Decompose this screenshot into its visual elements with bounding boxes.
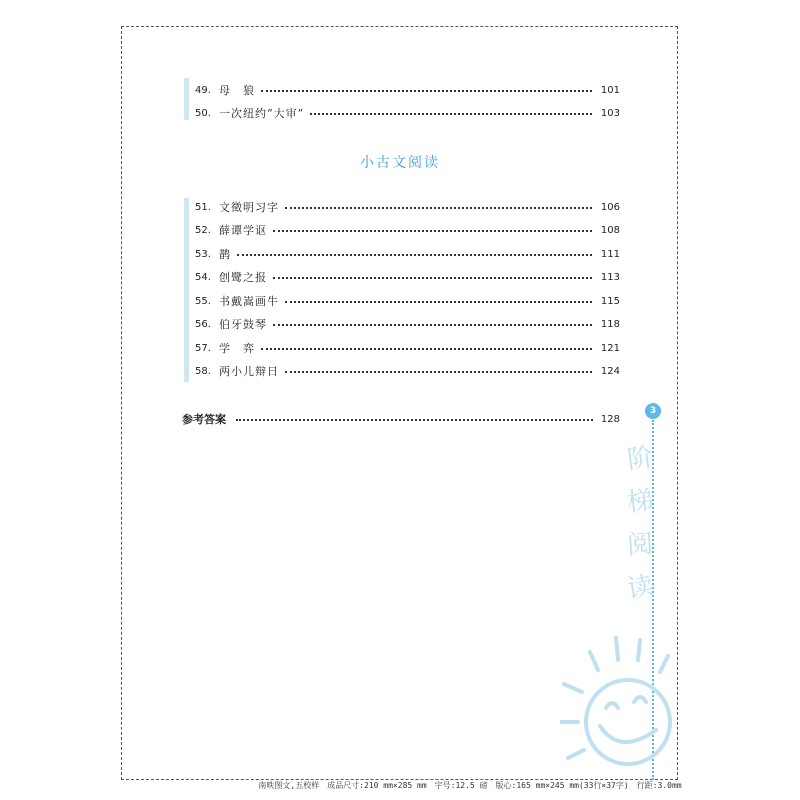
section-title: 小古文阅读 [360, 155, 440, 171]
side-title-char: 读 [625, 570, 656, 605]
toc-entry[interactable] [195, 314, 620, 334]
leader-dots [261, 90, 592, 92]
sun-face-illustration [560, 630, 678, 780]
page-number-badge: 3 [645, 403, 661, 419]
entry-number: 51. [195, 201, 211, 213]
entry-number: 49. [195, 84, 211, 96]
leader-dots [237, 254, 592, 256]
toc-entry[interactable] [195, 244, 620, 264]
entry-title: 学 弈 [219, 342, 255, 355]
entry-page: 118 [600, 318, 620, 330]
entry-title: 文徵明习字 [219, 201, 279, 214]
entry-title: 书戴嵩画牛 [219, 295, 279, 308]
leader-dots [310, 113, 592, 115]
leader-dots [236, 419, 593, 421]
group-bar-top [184, 78, 189, 120]
toc-entry[interactable] [195, 103, 620, 123]
answers-entry[interactable] [182, 409, 620, 429]
toc-entry[interactable] [195, 338, 620, 358]
toc-entry[interactable] [195, 291, 620, 311]
side-title-char: 阶 [625, 441, 656, 476]
side-title-char: 梯 [625, 485, 655, 518]
entry-page: 101 [600, 84, 620, 96]
toc-entry[interactable] [195, 220, 620, 240]
entry-page: 111 [600, 248, 620, 260]
leader-dots [285, 301, 592, 303]
answers-page: 128 [600, 413, 620, 425]
leader-dots [273, 324, 592, 326]
entry-page: 124 [600, 365, 620, 377]
entry-number: 53. [195, 248, 211, 260]
toc-entry[interactable] [195, 197, 620, 217]
entry-title: 母 狼 [219, 84, 255, 97]
entry-number: 52. [195, 224, 211, 236]
entry-page: 108 [600, 224, 620, 236]
entry-page: 103 [600, 107, 620, 119]
entry-number: 58. [195, 365, 211, 377]
toc-entry[interactable] [195, 267, 620, 287]
entry-page: 113 [600, 271, 620, 283]
entry-title: 创鹭之报 [219, 271, 267, 284]
toc-entry[interactable] [195, 361, 620, 381]
entry-title: 一次纽约“大审” [219, 107, 305, 120]
leader-dots [261, 348, 592, 350]
entry-page: 115 [600, 295, 620, 307]
leader-dots [273, 230, 592, 232]
leader-dots [285, 207, 592, 209]
entry-title: 两小儿辩日 [219, 365, 279, 378]
entry-page: 106 [600, 201, 620, 213]
entry-title: 伯牙鼓琴 [219, 318, 267, 331]
entry-page: 121 [600, 342, 620, 354]
toc-entry[interactable] [195, 80, 620, 100]
entry-title: 薛谭学讴 [219, 224, 267, 237]
print-spec-footer: 南昳图文,五校样 成品尺寸:210 mm×285 mm 字号:12.5 磅 版心:165 mm×245 mm(33行×37字) 行距:3.0mm [258, 781, 682, 790]
entry-number: 55. [195, 295, 211, 307]
answers-label: 参考答案 [182, 413, 226, 426]
entry-number: 57. [195, 342, 211, 354]
entry-number: 50. [195, 107, 211, 119]
leader-dots [285, 371, 592, 373]
entry-number: 54. [195, 271, 211, 283]
group-bar-section [184, 198, 189, 382]
entry-title: 鹊 [219, 248, 231, 261]
leader-dots [273, 277, 592, 279]
entry-number: 56. [195, 318, 211, 330]
side-title-char: 阅 [626, 528, 655, 561]
